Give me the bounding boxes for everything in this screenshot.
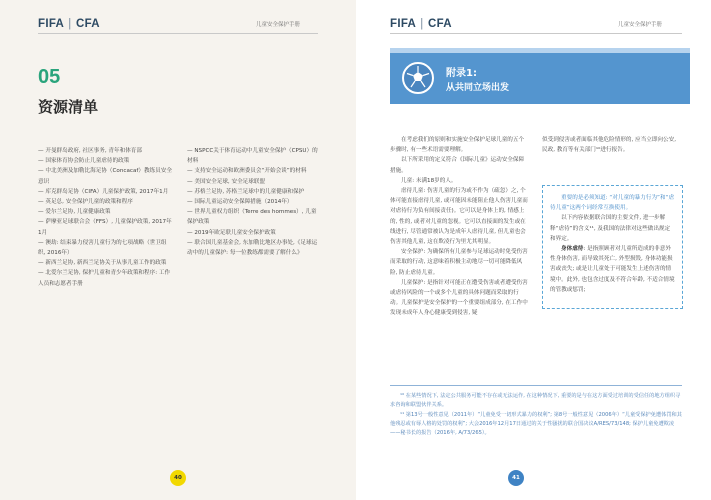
resource-item: — 澳劫: 结束暴力侵害儿童行为的七项战略（世卫组织, 2016年） [38,239,167,257]
resource-item: — 爱尔兰足协, 儿童健康政策 [38,209,111,216]
resource-item: — 库克群岛足协（CIFA）儿童保护政策, 2017年1月 [38,188,169,195]
logo-separator: | [68,18,72,30]
body-paragraph: 在考虑我们的原则和实施安全保护足球儿童的五个步骤时, 有一些术语需要理解。 [390,137,525,154]
resource-item: — 支持安全运动和欧洲委员会“开始会谈”的材料 [187,168,307,175]
callout-term-body: : 是指照顾者对儿童所造成的非意外性身体伤害, 而导致其死亡, 外型损毁, 身体功能损害或丧失; 或是让儿童处于可能发生上述伤害的情境中。此外, 也包含过度及不符合年龄, 不适合情境的管教或惩罚; [550,246,675,293]
resource-item: — 苏格兰足协, 苏格兰足球中的儿童健康和保护 [187,188,305,195]
logo-separator: | [420,18,424,30]
header-divider [390,33,682,34]
resource-list-column-1 [38,146,173,289]
footnote-divider [390,385,682,386]
fifa-cfa-logo [390,18,452,30]
fifa-cfa-logo [38,18,100,30]
section-title: 资源清单 [38,98,99,116]
logo-fifa: FIFA [38,18,64,30]
resource-list-column-2 [187,146,322,258]
appendix-title: 附录1: [446,68,477,79]
resource-item: — 美国安全足球, 安全足球联盟 [187,178,266,185]
callout-highlight: 重要的是必须知道: “对儿童的暴力行为”和“虐待儿童”这两个词经常互换使用。 [550,195,675,212]
section-number: 05 [38,66,61,88]
resource-item: — 开曼群岛政府, 社区事务, 青年和体育部 [38,148,142,154]
resource-item: — 世界儿童权力组织（Terre des hommes）, 儿童保护政策 [187,209,317,226]
body-column-1 [390,135,528,319]
logo-cfa: CFA [428,18,452,30]
body-paragraph: 安全保护: 为确保所有儿童参与足球运动时免受伤害而采取的行动, 这意味着积极主动地尽一切可能降低风险, 防止虐待儿童。 [390,249,528,276]
resource-item: — 2019年欧足联儿童安全保护政策 [187,229,276,236]
footnote: ¹¹ 第13号一般性意见（2011年）“儿童免受一切形式暴力的权利”; 第8号一般性意见（2006年）“儿童受保护免遭体罚和其他残忍或有辱人格的处罚的权利”; 大会2016年12月17日通过的关于性骚扰的联合国决议A/RES/73/148; 保护儿童免遭欺凌——秘书长的报告（2016年, A/73/265）。 [390,412,682,436]
body-paragraph: 似受到侵害或者面临其他危险情形的, 应当立即向公安, 民政, 教育等有关部门¹⁰进行报告。 [542,137,676,154]
banner-band [390,48,690,53]
footnote: ¹⁰ 在某些情况下, 法定公共服务可能不存在或无法运作, 在这种情况下, 重要的是与在这方面受过培训的受信任的地方组织寻求咨询和联盟伙伴关系。 [390,393,681,408]
appendix-subtitle: 从共同立场出发 [446,83,510,93]
logo-fifa: FIFA [390,18,416,30]
resource-item: — 萨摩亚足球联合会（FFS）, 儿童保护政策, 2017年1月 [38,219,172,236]
header-title: 儿童安全保护手册 [256,22,301,28]
resource-item: — 中北美洲及加勒比海足协（Concacaf）教练员安全意识 [38,168,172,185]
body-paragraph: 儿童保护: 是指针对可能正在遭受伤害或者遭受伤害或虐待风险的一个或多个儿童的具体问题而采取的行动。儿童保护是安全保护的一个重要组成部分, 在工作中发现未成年人身心健康受到侵害, 疑 [390,279,528,317]
appendix-banner [390,48,690,104]
header-divider [38,33,318,34]
resource-item: — 北爱尔兰足协, 保护儿童和青少年政策和程序: 工作人员和志愿者手册 [38,270,171,287]
page-number: 40 [170,470,186,486]
callout-body: 以下内容依据联合国的主要文件, 进一步解释“虐待”的含义¹¹, 及我国的法律对这些做出规定和界定。 [550,215,671,242]
body-paragraph: 儿童: 未满18岁的人。 [401,177,457,184]
callout-box [542,185,683,309]
body-paragraph: 以下所采用的定义符合《国际儿童》运动安全保障措施。 [390,157,525,174]
resource-item: — NSPCC关于体育运动中儿童安全保护（CPSU）的材料 [187,148,318,165]
resource-item: — 联合国儿童基金会, 东加勒比地区办事处,《足球运动中的儿童保护: 每一位教练都需要了解什么》 [187,239,318,257]
body-column-2 [542,135,682,155]
header-title: 儿童安全保护手册 [618,22,663,28]
right-page [356,0,711,500]
resource-item: — 国家体育协会防止儿童虐待的政策 [38,158,130,165]
football-icon [402,62,434,94]
resource-item: — 英足总, 安全保护儿童的政策和程序 [38,199,133,206]
callout-definition [550,244,675,295]
logo-cfa: CFA [76,18,100,30]
page-number: 41 [508,470,524,486]
callout-term: 身体虐待 [561,246,584,253]
footnotes [390,392,682,439]
resource-item: — 国际儿童运动安全保障措施（2014年） [187,199,293,206]
body-paragraph: 虐待儿童: 伤害儿童的行为或不作为（疏忽）之, 个体可能直接虐待儿童, 或可能因未能阻止他人伤害儿童而对虐待行为负有间接责任)。它可以是身体上的, 情感上的, 性的, 或者对儿童的忽视。它可以直接面的发生或在线进行, 尽管通常被认为是成年人虐待儿童, 但儿童也会伤害其他儿童, 这在欺凌行为里尤其明显。 [390,188,528,246]
resource-item: — 新西兰足协, 新西兰足协关于从事儿童工作的政策 [38,260,167,267]
